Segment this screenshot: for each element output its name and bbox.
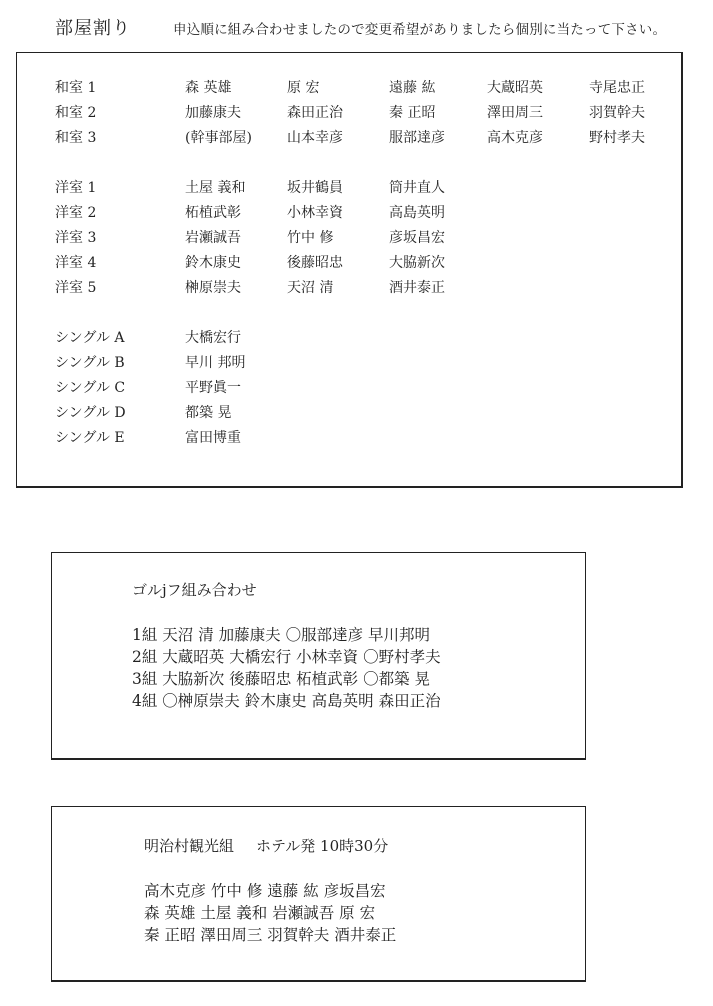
guest-name: 大蔵昭英 <box>487 80 543 96</box>
instruction-note: 申込順に組み合わせましたので変更希望がありましたら個別に当たって下さい。 <box>173 22 667 38</box>
guest-name: 森田正治 <box>287 105 343 121</box>
room-row <box>17 177 681 199</box>
guest-name: 平野眞一 <box>185 380 241 396</box>
departure-time: ホテル発 10時30分 <box>256 837 389 855</box>
guest-name: 服部達彦 <box>389 130 445 146</box>
guest-name: 小林幸資 <box>287 205 343 221</box>
golf-title: ゴルjフ組み合わせ <box>132 581 257 599</box>
sightseeing-member-row: 高木克彦 竹中 修 遠藤 紘 彦坂昌宏 <box>144 882 386 900</box>
guest-name: 澤田周三 <box>487 105 543 121</box>
room-label: 洋室 2 <box>55 205 97 221</box>
room-label: シングル D <box>55 405 126 421</box>
room-assignment-box <box>16 52 683 488</box>
room-row <box>17 402 681 424</box>
room-row <box>17 227 681 249</box>
room-label: 洋室 4 <box>55 255 97 271</box>
room-row <box>17 277 681 299</box>
guest-name: 坂井鶴員 <box>287 180 343 196</box>
guest-name: 大橋宏行 <box>185 330 241 346</box>
guest-name: 柘植武彰 <box>185 205 241 221</box>
golf-group-row: 2組 大蔵昭英 大橋宏行 小林幸資 〇野村孝夫 <box>132 648 441 666</box>
guest-name: 森 英雄 <box>185 80 232 96</box>
sightseeing-member-row: 秦 正昭 澤田周三 羽賀幹夫 酒井泰正 <box>144 926 397 944</box>
sightseeing-group-box <box>51 806 586 982</box>
golf-group-row: 3組 大脇新次 後藤昭忠 柘植武彰 〇都築 晃 <box>132 670 430 688</box>
room-row <box>17 352 681 374</box>
room-label: シングル E <box>55 430 125 446</box>
room-row <box>17 77 681 99</box>
guest-name: 富田博重 <box>185 430 241 446</box>
room-label: 洋室 3 <box>55 230 97 246</box>
room-row <box>17 427 681 449</box>
room-label: 和室 1 <box>55 80 97 96</box>
guest-name: 早川 邦明 <box>185 355 246 371</box>
room-row <box>17 202 681 224</box>
golf-group-row: 1組 天沼 清 加藤康夫 〇服部達彦 早川邦明 <box>132 626 430 644</box>
room-row <box>17 327 681 349</box>
guest-name: 遠藤 紘 <box>389 80 436 96</box>
room-row <box>17 377 681 399</box>
room-label: シングル C <box>55 380 126 396</box>
room-row <box>17 127 681 149</box>
guest-name: 竹中 修 <box>287 230 334 246</box>
room-label: 和室 3 <box>55 130 97 146</box>
guest-name: 鈴木康史 <box>185 255 241 271</box>
guest-name: 加藤康夫 <box>185 105 241 121</box>
golf-group-row: 4組 〇榊原崇夫 鈴木康史 高島英明 森田正治 <box>132 692 441 710</box>
guest-name: 羽賀幹夫 <box>589 105 645 121</box>
guest-name: 彦坂昌宏 <box>389 230 445 246</box>
room-label: シングル B <box>55 355 125 371</box>
sightseeing-header <box>144 835 388 856</box>
guest-name: 土屋 義和 <box>185 180 246 196</box>
guest-name: 天沼 清 <box>287 280 334 296</box>
room-label: 洋室 5 <box>55 280 97 296</box>
room-row <box>17 102 681 124</box>
guest-name: 筒井直人 <box>389 180 445 196</box>
guest-name: 大脇新次 <box>389 255 445 271</box>
guest-name: 原 宏 <box>287 80 320 96</box>
page-title: 部屋割り <box>55 18 131 39</box>
guest-name: 榊原崇夫 <box>185 280 241 296</box>
guest-name: 山本幸彦 <box>287 130 343 146</box>
room-row <box>17 252 681 274</box>
guest-name: 高木克彦 <box>487 130 543 146</box>
golf-groups-box <box>51 552 586 760</box>
room-label: 和室 2 <box>55 105 97 121</box>
guest-name: 都築 晃 <box>185 405 232 421</box>
guest-name: 岩瀬誠吾 <box>185 230 241 246</box>
guest-name: 秦 正昭 <box>389 105 436 121</box>
guest-name: 高島英明 <box>389 205 445 221</box>
guest-name: (幹事部屋) <box>185 130 252 146</box>
guest-name: 後藤昭忠 <box>287 255 343 271</box>
guest-name: 野村孝夫 <box>589 130 645 146</box>
sightseeing-member-row: 森 英雄 土屋 義和 岩瀬誠吾 原 宏 <box>144 904 376 922</box>
sightseeing-title: 明治村観光組 <box>144 837 235 855</box>
room-label: シングル A <box>55 330 125 346</box>
room-label: 洋室 1 <box>55 180 97 196</box>
guest-name: 寺尾忠正 <box>589 80 645 96</box>
guest-name: 酒井泰正 <box>389 280 445 296</box>
